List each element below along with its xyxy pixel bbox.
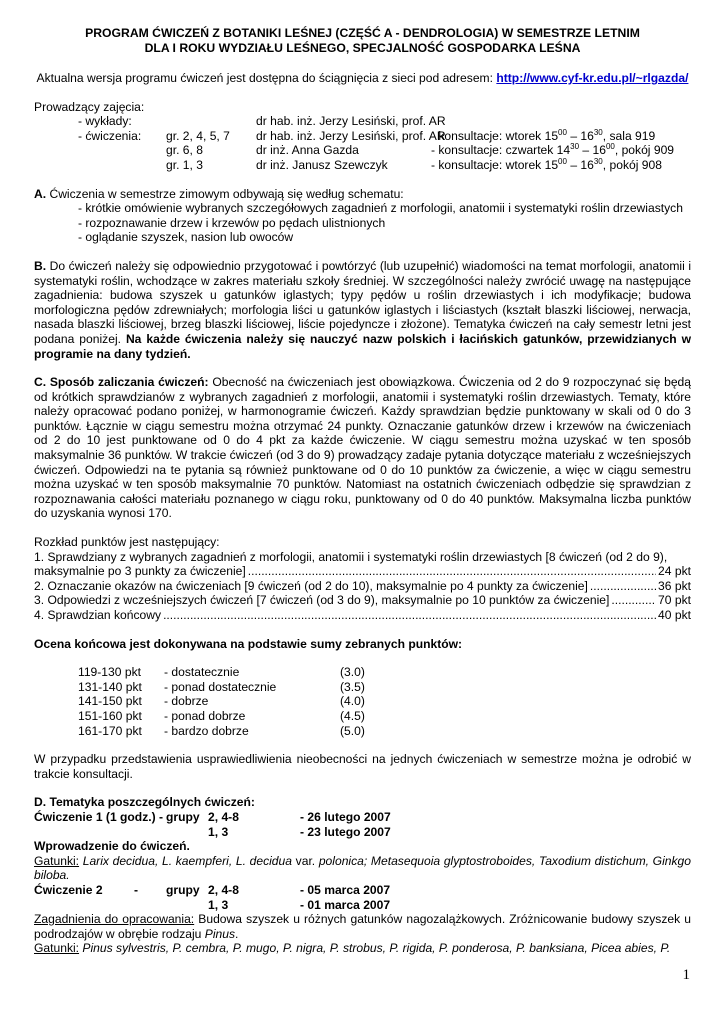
page-number: 1 (682, 967, 690, 983)
exercise-row (34, 129, 691, 144)
section-d-heading: D. Tematyka poszczególnych ćwiczeń: (34, 795, 255, 810)
exercise-lecturer: dr inż. Anna Gazda (256, 143, 359, 158)
points-heading: Rozkład punktów jest następujący: (34, 535, 220, 550)
list-item: - rozpoznawanie drzew i krzewów po pędach ulistnionych (78, 215, 386, 230)
exercise-2-species: Gatunki: Pinus sylvestris, P. cembra, P. mugo, P. nigra, P. strobus, P. rigida, P. ponderosa, P. banksiana, Picea abies, P. (34, 941, 671, 956)
exercise-groups: gr. 2, 4, 5, 7 (166, 128, 230, 143)
points-item: 1. Sprawdziany z wybranych zagadnień z morfologii, anatomii i systematyki roślin drzewiastych [8 ćwiczeń (od 2 do 9), (34, 549, 668, 564)
exercise-1-header: Ćwiczenie 1 (1 godz.) - grupy 2, 4-8 - 26 lutego 2007 (34, 809, 391, 824)
lectures-row (34, 114, 691, 129)
exercise-2-header: Ćwiczenie 2 - grupy 2, 4-8 - 05 marca 2007 (34, 882, 391, 897)
points-item: 3. Odpowiedzi z wcześniejszych ćwiczeń [7 ćwiczeń (od 3 do 9), maksymalnie po 10 punktów za ćwiczenie] ..... 70 pkt (34, 593, 691, 608)
exercise-row (34, 158, 691, 173)
list-item: - oglądanie szyszek, nasion lub owoców (78, 230, 294, 245)
section-d (34, 795, 691, 956)
exercise-groups: gr. 1, 3 (166, 157, 203, 172)
grading-row: 119-130 pkt - dostatecznie (3.0) (78, 665, 365, 680)
consultation-hours: - konsultacje: wtorek $15^{00} - 16^{30}$, sala 919 (431, 127, 656, 143)
exercise-row (34, 143, 691, 158)
points-breakdown (34, 535, 691, 623)
grading-row: 151-160 pkt - ponad dobrze (4.5) (78, 708, 365, 723)
page-title (34, 26, 691, 56)
exercise-1-species: Gatunki: Larix decidua, L. kaempferi, L. decidua var. polonica; Metasequoia glyptostroboides, Taxodium distichum, Ginkgo biloba. (34, 853, 692, 883)
title-line-1: PROGRAM ĆWICZEŃ Z BOTANIKI LEŚNEJ (CZĘŚĆ A - DENDROLOGIA) W SEMESTRZE LETNIM (85, 26, 640, 40)
staff-heading: Prowadzący zajęcia: (34, 99, 145, 114)
program-download-link[interactable]: http://www.cyf-kr.edu.pl/~rlgazda/ (496, 71, 689, 85)
grading-row: 131-140 pkt - ponad dostatecznie (3.5) (78, 679, 365, 694)
exercise-2-topics: Zagadnienia do opracowania: Budowa szyszek u różnych gatunków nagozalążkowych. Zróżnicowanie budowy szyszek u podrodzajów w obrębie rodzaju Pinus. (34, 912, 691, 941)
grading-row: 161-170 pkt - bardzo dobrze (5.0) (78, 723, 365, 738)
consultation-hours: - konsultacje: czwartek $14^{30} - 16^{00}$, pokój 909 (431, 142, 675, 158)
exercise-2-date-row: 1, 3 - 01 marca 2007 (208, 897, 391, 912)
grading-heading: Ocena końcowa jest dokonywana na podstawie sumy zebranych punktów: (34, 636, 463, 651)
lectures-label: - wykłady: (78, 114, 132, 129)
points-item: 4. Sprawdzian końcowy ..... 40 pkt (34, 608, 691, 623)
grading-table (34, 665, 691, 738)
lectures-lecturer: dr hab. inż. Jerzy Lesiński, prof. AR (256, 114, 446, 129)
exercise-1-subtitle: Wprowadzenie do ćwiczeń. (34, 839, 190, 854)
exercises-label: - ćwiczenia: (78, 128, 142, 143)
title-line-2: DLA I ROKU WYDZIAŁU LEŚNEGO, SPECJALNOŚĆ GOSPODARKA LEŚNA (144, 41, 581, 55)
points-item: 2. Oznaczanie okazów na ćwiczeniach [9 ćwiczeń (od 2 do 10), maksymalnie po 4 punkty za ćwiczenie] ..... 36 pkt (34, 579, 691, 594)
section-b: B. Do ćwiczeń należy się odpowiednio przygotować i powtórzyć (lub uzupełnić) wiadomości na temat morfologii, anatomii i systematyki roślin, wchodzące w zakres materiału szkoły średniej. W szczególności należy zwrócić uwagę na następujące zagadnienia: budowa szyszek u gatunków iglastych; typy pędów u roślin drzewiastych i ich modyfikacje; budowa morfologiczna pędów zdrewniałych; morfologia liści u gatunków iglastych i liściastych (kształt blaszki liściowej, nerwacja, nasada blaszki liściowej, brzeg blaszki liściowej, liście pojedyncze i złożone). Tematyka ćwiczeń na cały semestr letni jest podana poniżej. Na każde ćwiczenia należy się nauczyć nazw polskich i łacińskich gatunków, przewidzianych w programie na dany tydzień. (34, 258, 691, 361)
points-item: maksymalnie po 3 punkty za ćwiczenie] ..... 24 pkt (34, 564, 691, 579)
intro-text: Aktualna wersja programu ćwiczeń jest dostępna do ściągnięcia z sieci pod adresem: (36, 71, 497, 85)
exercise-lecturer: dr hab. inż. Jerzy Lesiński, prof. AR (256, 128, 446, 143)
absence-paragraph: W przypadku przedstawienia usprawiedliwienia nieobecności na jednych ćwiczeniach w semestrze można je odrobić w trakcie konsultacji. (34, 752, 691, 781)
exercise-1-date-row: 1, 3 - 23 lutego 2007 (208, 824, 391, 839)
section-a: A. Ćwiczenia w semestrze zimowym odbywają się według schematu: - krótkie omówienie wybranych szczegółowych zagadnień z morfologii, anatomii i systematyki roślin drzewiastych - rozpoznawanie drzew i krzewów po pędach ulistnionych - oglądanie szyszek, nasion lub owoców (34, 187, 691, 245)
intro-paragraph (34, 71, 691, 86)
exercise-groups: gr. 6, 8 (166, 143, 203, 158)
section-c: C. Sposób zaliczania ćwiczeń: Obecność na ćwiczeniach jest obowiązkowa. Ćwiczenia od 2 do 9 rozpoczynać się będą od krótkich sprawdzianów z wybranych zagadnień z morfologii, anatomii i systematyki roślin drzewiastych. Tematy, które należy opracować podano poniżej, w harmonogramie ćwiczeń. Każdy sprawdzian będzie punktowany w skali od 0 do 3 punktów. Łącznie w ciągu semestru można otrzymać 24 punkty. Oznaczanie gatunków drzew i krzewów na ćwiczeniach od 2 do 10 jest punktowane od 0 do 4 pkt za każde ćwiczenie. W ciągu semestru można uzyskać w ten sposób maksymalnie 36 punktów. W trakcie ćwiczeń (od 3 do 9) prowadzący zadaje pytania dotyczące materiału z wcześniejszych ćwiczeń. Odpowiedzi na te pytania są również punktowane od 0 do 10 punktów za ćwiczenie, a więc w ciągu semestru można uzyskać w ten sposób maksymalnie 70 punktów. Natomiast na ostatnich ćwiczeniach odbędzie się sprawdzian z rozpoznawania całości materiału poznanego w ciągu roku, punktowany od 0 do 40 punktów. Maksymalna liczba punktów do uzyskania wynosi 170. (34, 375, 691, 521)
grading-row: 141-150 pkt - dobrze (4.0) (78, 694, 365, 709)
document-page (34, 26, 691, 956)
exercise-lecturer: dr inż. Janusz Szewczyk (256, 157, 388, 172)
list-item: - krótkie omówienie wybranych szczegółowych zagadnień z morfologii, anatomii i systematyki roślin drzewiastych (78, 201, 683, 216)
consultation-hours: - konsultacje: wtorek $15^{00} - 16^{30}$, pokój 908 (431, 156, 662, 172)
